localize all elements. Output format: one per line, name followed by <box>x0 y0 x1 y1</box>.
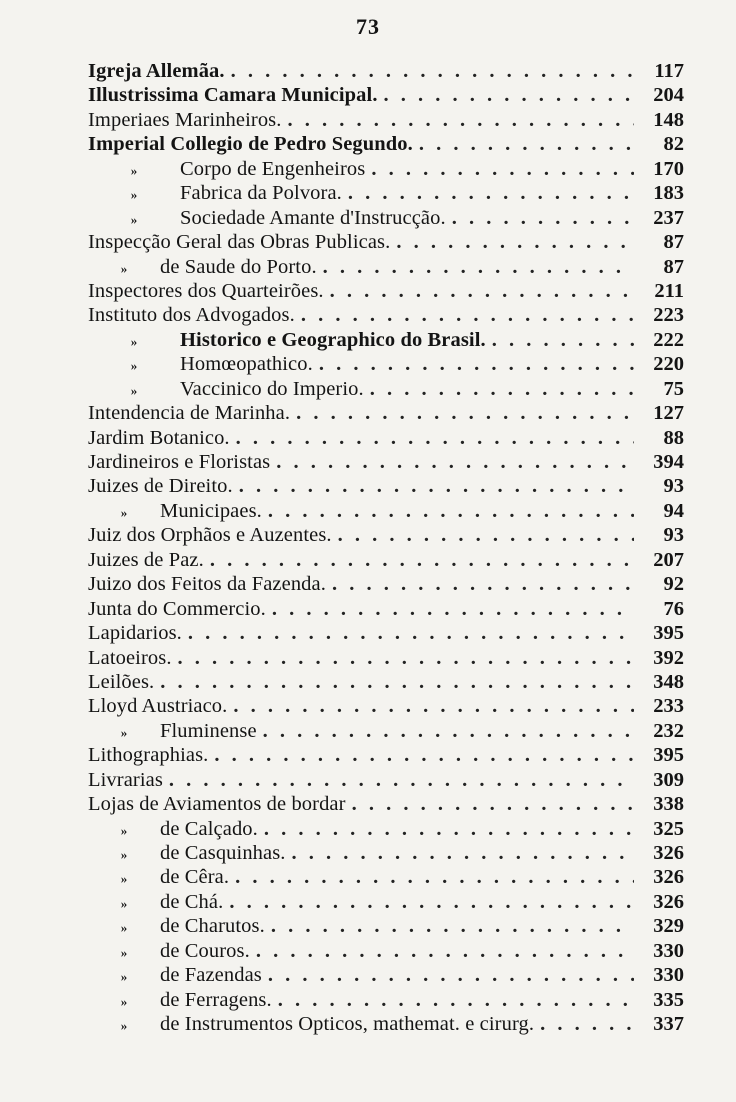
entry-name: Juizes de Paz. <box>88 548 204 571</box>
index-entry <box>88 914 684 938</box>
entry-page-number: 93 <box>663 475 684 498</box>
index-entry <box>88 719 684 743</box>
entry-page-number: 237 <box>653 206 684 229</box>
ditto-mark: » <box>130 358 138 374</box>
index-entry <box>88 230 684 254</box>
entry-page-number: 88 <box>663 426 684 449</box>
ditto-mark: » <box>120 724 128 740</box>
index-entry <box>88 303 684 327</box>
entry-name: Imperial Collegio de Pedro Segundo. <box>88 133 413 156</box>
dot-leader <box>540 1012 634 1036</box>
dot-leader <box>214 743 634 767</box>
index-entry <box>88 255 684 279</box>
entry-name: Lojas de Aviamentos de bordar <box>88 793 346 816</box>
index-entry <box>88 328 684 352</box>
ditto-mark: » <box>130 382 138 398</box>
index-entry <box>88 890 684 914</box>
dot-leader <box>236 426 634 450</box>
entry-name: Igreja Allemãa. <box>88 60 225 82</box>
dot-leader <box>268 963 634 987</box>
entry-name: de Cêra. <box>160 866 230 889</box>
dot-leader <box>330 279 634 303</box>
ditto-mark: » <box>120 1018 128 1034</box>
entry-page-number: 395 <box>653 744 684 767</box>
page-number: 73 <box>356 14 380 39</box>
entry-name: Lloyd Austriaco. <box>88 695 228 718</box>
entry-page-number: 222 <box>653 328 684 351</box>
index-entry <box>88 352 684 376</box>
index-entry <box>88 694 684 718</box>
dot-leader <box>276 450 634 474</box>
entry-page-number: 392 <box>653 646 684 669</box>
dot-leader <box>229 890 634 914</box>
index-entry <box>88 401 684 425</box>
ditto-mark: » <box>130 187 138 203</box>
ditto-mark: » <box>120 993 128 1009</box>
index-entry <box>88 59 684 83</box>
index-entry <box>88 963 684 987</box>
index-entry <box>88 841 684 865</box>
ditto-mark: » <box>120 871 128 887</box>
entry-name: Instituto dos Advogados. <box>88 304 295 327</box>
entry-name: Intendencia de Marinha. <box>88 402 291 425</box>
dot-leader <box>271 914 634 938</box>
ditto-mark: » <box>120 822 128 838</box>
entry-page-number: 326 <box>653 890 684 913</box>
entry-page-number: 348 <box>653 670 684 693</box>
entry-page-number: 92 <box>663 573 684 596</box>
entry-name: Vaccinico do Imperio. <box>180 377 364 400</box>
entry-page-number: 76 <box>663 597 684 620</box>
dot-leader <box>287 108 634 132</box>
entry-page-number: 233 <box>653 695 684 718</box>
dot-leader <box>278 988 634 1012</box>
index-entry <box>88 474 684 498</box>
entry-page-number: 395 <box>653 622 684 645</box>
dot-leader <box>301 303 634 327</box>
entry-name: de Instrumentos Opticos, mathemat. e cirurg. <box>160 1013 535 1036</box>
dot-leader <box>419 132 634 156</box>
entry-name: Juizo dos Feitos da Fazenda. <box>88 573 326 596</box>
dot-leader <box>210 548 634 572</box>
dot-leader <box>452 206 634 230</box>
entry-name: Leilões. <box>88 670 155 693</box>
entry-name: Inspectores dos Quarteirões. <box>88 279 324 302</box>
entry-name: de Chá. <box>160 890 224 913</box>
dot-leader <box>323 255 634 279</box>
entry-name: Fluminense <box>160 719 257 742</box>
entry-page-number: 87 <box>663 231 684 254</box>
entry-page-number: 211 <box>654 279 684 302</box>
ditto-mark: » <box>130 211 138 227</box>
dot-leader <box>233 694 634 718</box>
entry-page-number: 207 <box>653 548 684 571</box>
index-entry <box>88 157 684 181</box>
entry-page-number: 75 <box>663 377 684 400</box>
entry-name: Illustrissima Camara Municipal. <box>88 84 378 107</box>
entry-name: Municipaes. <box>160 499 262 522</box>
ditto-mark: » <box>120 920 128 936</box>
ditto-mark: » <box>120 944 128 960</box>
ditto-mark: » <box>120 847 128 862</box>
index-entry <box>88 646 684 670</box>
dot-leader <box>352 792 634 816</box>
dot-leader <box>272 597 634 621</box>
dot-leader <box>231 59 634 83</box>
dot-leader <box>264 817 634 841</box>
index-list <box>88 59 684 1037</box>
entry-page-number: 329 <box>653 915 684 938</box>
entry-name: Latoeiros. <box>88 646 172 669</box>
entry-page-number: 337 <box>653 1013 684 1036</box>
ditto-mark: » <box>120 260 128 276</box>
dot-leader <box>332 572 634 596</box>
entry-name: de Fazendas <box>160 964 262 987</box>
dot-leader <box>239 474 634 498</box>
index-entry <box>88 132 684 156</box>
index-entry <box>88 865 684 889</box>
entry-name: de Calçado. <box>160 817 258 840</box>
dot-leader <box>292 841 634 865</box>
entry-page-number: 148 <box>653 108 684 131</box>
entry-page-number: 220 <box>653 353 684 376</box>
entry-page-number: 94 <box>663 499 684 522</box>
dot-leader <box>348 181 634 205</box>
dot-leader <box>384 83 634 107</box>
index-entry <box>88 792 684 816</box>
entry-name: Sociedade Amante d'Instrucção. <box>180 206 446 229</box>
ditto-mark: » <box>130 162 138 178</box>
entry-page-number: 117 <box>654 60 684 82</box>
index-entry <box>88 817 684 841</box>
dot-leader <box>235 865 634 889</box>
entry-page-number: 183 <box>653 182 684 205</box>
index-entry <box>88 206 684 230</box>
ditto-mark: » <box>120 969 128 985</box>
entry-page-number: 326 <box>653 866 684 889</box>
entry-name: Historico e Geographico do Brasil. <box>180 328 486 351</box>
entry-page-number: 127 <box>653 402 684 425</box>
entry-page-number: 326 <box>653 842 684 864</box>
dot-leader <box>338 523 634 547</box>
entry-name: Lapidarios. <box>88 622 182 645</box>
dot-leader <box>160 670 634 694</box>
ditto-mark: » <box>130 333 138 349</box>
dot-leader <box>370 377 634 401</box>
entry-name: Lithographias. <box>88 744 209 767</box>
entry-page-number: 170 <box>653 157 684 180</box>
index-entry <box>88 597 684 621</box>
index-entry <box>88 939 684 963</box>
entry-name: Junta do Commercio. <box>88 597 266 620</box>
dot-leader <box>178 646 634 670</box>
index-entry <box>88 548 684 572</box>
index-entry <box>88 523 684 547</box>
index-entry <box>88 83 684 107</box>
entry-name: de Casquinhas. <box>160 842 286 864</box>
index-entry <box>88 279 684 303</box>
entry-name: Juizes de Direito. <box>88 475 233 498</box>
entry-name: Inspecção Geral das Obras Publicas. <box>88 231 391 254</box>
entry-page-number: 394 <box>653 451 684 473</box>
entry-name: de Ferragens. <box>160 988 272 1011</box>
index-entry <box>88 499 684 523</box>
entry-page-number: 204 <box>653 84 684 107</box>
dot-leader <box>371 157 634 181</box>
dot-leader <box>319 352 634 376</box>
entry-name: de Saude do Porto. <box>160 255 317 278</box>
entry-page-number: 338 <box>653 793 684 816</box>
dot-leader <box>492 328 634 352</box>
entry-page-number: 325 <box>653 817 684 840</box>
entry-page-number: 335 <box>653 988 684 1011</box>
index-entry <box>88 572 684 596</box>
entry-page-number: 87 <box>663 255 684 278</box>
entry-name: Livrarias <box>88 768 163 791</box>
index-entry <box>88 743 684 767</box>
index-entry <box>88 1012 684 1036</box>
dot-leader <box>256 939 634 963</box>
dot-leader <box>396 230 634 254</box>
index-entry <box>88 108 684 132</box>
ditto-mark: » <box>120 895 128 911</box>
index-entry <box>88 621 684 645</box>
index-entry <box>88 426 684 450</box>
ditto-mark: » <box>120 504 128 520</box>
entry-name: Homœopathico. <box>180 353 313 376</box>
entry-page-number: 330 <box>653 964 684 987</box>
entry-name: Juiz dos Orphãos e Auzentes. <box>88 524 332 547</box>
entry-page-number: 93 <box>663 524 684 547</box>
entry-page-number: 232 <box>653 719 684 742</box>
index-entry <box>88 670 684 694</box>
dot-leader <box>169 768 634 792</box>
dot-leader <box>188 621 634 645</box>
index-entry <box>88 768 684 792</box>
entry-name: Corpo de Engenheiros <box>180 157 366 180</box>
entry-page-number: 309 <box>653 768 684 791</box>
entry-page-number: 223 <box>653 304 684 327</box>
index-entry <box>88 377 684 401</box>
entry-name: Jardineiros e Floristas <box>88 451 271 473</box>
dot-leader <box>268 499 634 523</box>
entry-name: Imperiaes Marinheiros. <box>88 108 282 131</box>
dot-leader <box>296 401 634 425</box>
entry-name: de Charutos. <box>160 915 265 938</box>
entry-name: de Couros. <box>160 939 250 962</box>
entry-page-number: 82 <box>663 133 684 156</box>
index-entry <box>88 450 684 474</box>
entry-name: Fabrica da Polvora. <box>180 182 342 205</box>
entry-page-number: 330 <box>653 939 684 962</box>
entry-name: Jardim Botanico. <box>88 426 230 449</box>
dot-leader <box>263 719 634 743</box>
index-entry <box>88 181 684 205</box>
index-entry <box>88 988 684 1012</box>
